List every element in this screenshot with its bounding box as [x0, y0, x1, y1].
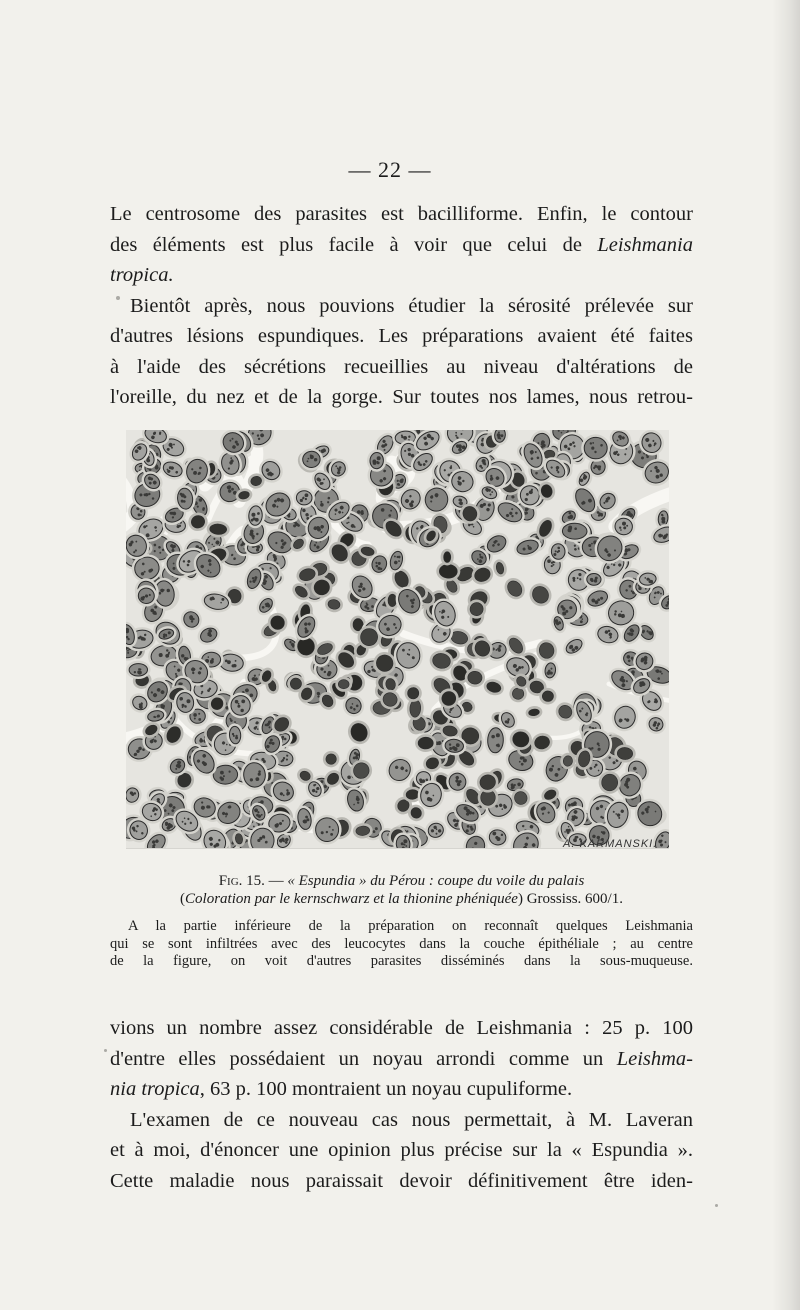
caption-line: Fig. 15. — « Espundia » du Pérou : coupe du voile du palais: [218, 873, 585, 889]
dark-nucleus: [335, 677, 352, 692]
caption-line: (Coloration par le kernschwarz et la thionine phéniquée) Grossiss. 600/1.: [180, 891, 623, 907]
text-line: d'autres lésions espundiques. Les préparations avaient été faites: [110, 325, 693, 347]
caption-title: « Espundia » du Pérou : coupe du voile du palais: [287, 873, 585, 889]
text-line: à l'aide des sécrétions recueillies au niveau d'altérations de: [110, 355, 693, 378]
page-number: — 22 —: [348, 157, 432, 182]
italic-term: Leishmania: [597, 233, 693, 256]
figure-caption: [110, 872, 693, 908]
caption-magnification: Grossiss. 600/1.: [522, 891, 623, 907]
text-line: et à moi, d'énoncer une opinion plus précise sur la « Espundia ».: [110, 1139, 693, 1161]
figure-note: [110, 918, 693, 971]
top-paragraph: [110, 199, 693, 413]
print-speck: [116, 296, 120, 300]
note-line: de la figure, on voit d'autres parasites disséminés dans la sous-muqueuse.: [110, 953, 693, 969]
page-edge-shadow: [772, 0, 800, 1310]
text-line: vions un nombre assez considérable de Leishmania : 25 p. 100: [110, 1017, 693, 1039]
caption-label: Fig. 15.: [218, 873, 265, 889]
print-speck: [715, 1204, 718, 1207]
tissue-cells-drawing: [126, 430, 669, 848]
text-line: d'entre elles possédaient un noyau arrondi comme un Leishma-: [110, 1047, 693, 1070]
caption-coloration: Coloration par le kernschwarz et la thionine phéniquée: [185, 891, 518, 907]
note-line: qui se sont infiltrées avec des leucocytes dans la couche épithéliale ; au centre: [110, 935, 693, 952]
note-line: A la partie inférieure de la préparation on reconnaît quelques Leishmania: [128, 918, 693, 934]
micrograph-illustration: [126, 430, 669, 849]
bottom-paragraph: [110, 1013, 693, 1196]
text-line: Bientôt après, nous pouvions étudier la sérosité prélevée sur: [130, 294, 693, 317]
text-line: L'examen de ce nouveau cas nous permettait, à M. Laveran: [130, 1108, 693, 1131]
print-speck: [104, 1049, 107, 1052]
text-line: Le centrosome des parasites est bacilliforme. Enfin, le contour: [110, 203, 693, 225]
text-line: nia tropica, 63 p. 100 montraient un noyau cupuliforme.: [110, 1078, 573, 1100]
text-line: l'oreille, du nez et de la gorge. Sur toutes nos lames, nous retrou-: [110, 386, 693, 408]
artist-signature: A. KARMANSKI.: [563, 838, 658, 850]
text-line: des éléments est plus facile à voir que celui de Leishmania: [110, 233, 693, 256]
text-line: Cette maladie nous paraissait devoir définitivement être iden-: [110, 1169, 693, 1192]
dark-nucleus: [441, 549, 454, 566]
text-line: tropica.: [110, 264, 174, 286]
